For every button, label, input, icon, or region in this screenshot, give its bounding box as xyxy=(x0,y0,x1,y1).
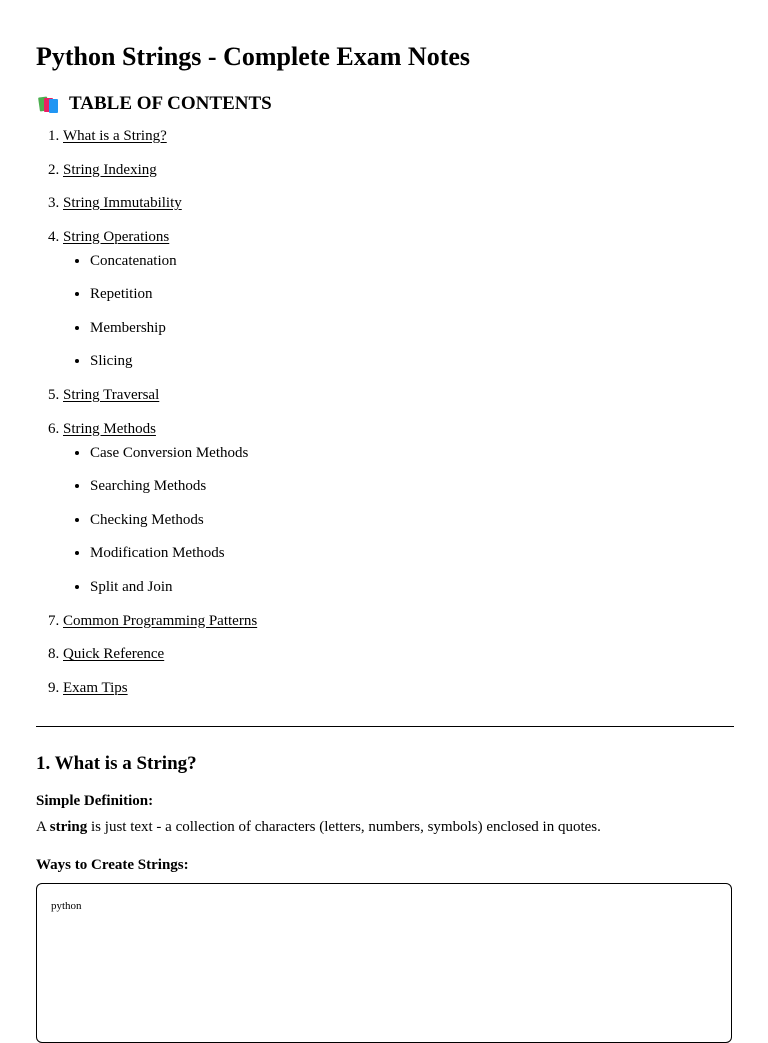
toc-item-string-operations xyxy=(63,227,257,372)
toc-link-common-patterns[interactable]: Common Programming Patterns xyxy=(63,612,258,629)
toc-link-quick-reference[interactable]: Quick Reference xyxy=(63,646,165,662)
toc-link-what-is-a-string[interactable]: What is a String? xyxy=(63,128,167,144)
toc-subitem-repetition: • Repetition xyxy=(90,284,257,304)
toc-subitem-membership: • Membership xyxy=(90,318,257,338)
toc-subitem-concatenation: • Concatenation xyxy=(90,251,257,271)
toc-item-string-traversal xyxy=(63,385,257,405)
toc-link-string-methods[interactable]: String Methods xyxy=(63,420,156,437)
string-definition xyxy=(36,817,601,837)
toc-heading-text: TABLE OF CONTENTS xyxy=(69,93,272,114)
definition-suffix: is just text - a collection of characters (letters, numbers, symbols) enclosed in quotes. xyxy=(87,819,601,835)
toc-item-common-patterns xyxy=(63,611,257,631)
toc-link-exam-tips[interactable]: Exam Tips xyxy=(63,679,128,696)
toc-link-string-immutability[interactable]: String Immutability xyxy=(63,195,182,211)
section-heading-what-is-a-string: 1. What is a String? xyxy=(36,753,197,774)
section-divider xyxy=(36,726,734,727)
toc-subitem-slicing: • Slicing xyxy=(90,351,257,371)
definition-bold-term: string xyxy=(49,819,88,835)
toc-item-quick-reference xyxy=(63,644,257,664)
code-language-label: python xyxy=(51,900,82,912)
toc-link-string-operations[interactable]: String Operations xyxy=(63,228,170,245)
toc-sublist-string-methods xyxy=(63,443,257,597)
code-block[interactable] xyxy=(36,883,732,1043)
toc-heading xyxy=(36,92,272,116)
definition-prefix: A xyxy=(36,819,50,835)
toc-item-string-methods xyxy=(63,419,257,597)
page-title: Python Strings - Complete Exam Notes xyxy=(36,42,471,71)
books-icon xyxy=(38,95,60,113)
toc-link-string-traversal[interactable]: String Traversal xyxy=(63,387,160,403)
toc-subitem-searching: • Searching Methods xyxy=(90,476,257,496)
toc-subitem-modification: • Modification Methods xyxy=(90,543,257,563)
toc-subitem-case-conversion: • Case Conversion Methods xyxy=(90,443,257,463)
toc-item-exam-tips xyxy=(63,678,257,698)
toc-item-string-indexing xyxy=(63,160,257,180)
toc-sublist-string-operations xyxy=(63,251,257,372)
ways-to-create-label: Ways to Create Strings: xyxy=(36,857,189,873)
table-of-contents xyxy=(36,126,257,711)
toc-subitem-checking: • Checking Methods xyxy=(90,510,257,530)
simple-definition-label: Simple Definition: xyxy=(36,793,154,809)
toc-subitem-split-join: • Split and Join xyxy=(90,577,257,597)
toc-link-string-indexing[interactable]: String Indexing xyxy=(63,161,157,178)
toc-item-string-immutability xyxy=(63,193,257,213)
toc-item-what-is-a-string xyxy=(63,126,257,146)
